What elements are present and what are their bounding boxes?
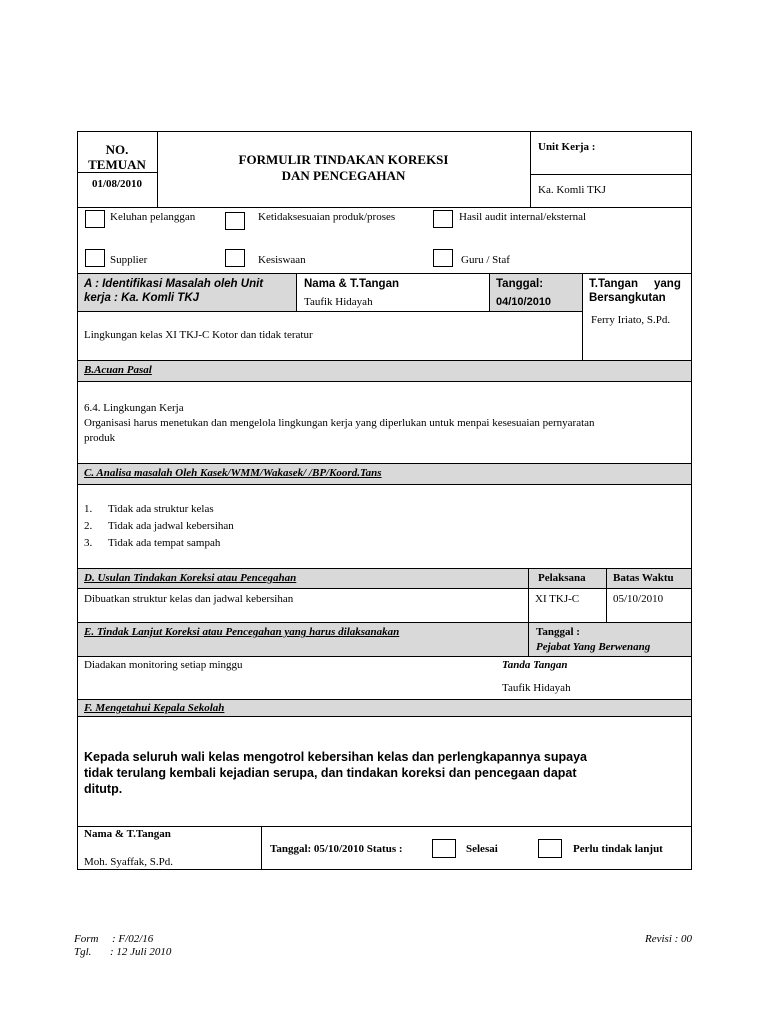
section-d-top: [77, 568, 692, 569]
form-title: FORMULIR TINDAKAN KOREKSI: [238, 152, 449, 167]
footer-tgl-value: : 12 Juli 2010: [110, 946, 172, 958]
pelaksana-value: XI TKJ-C: [535, 593, 580, 605]
checkbox-kesiswaan[interactable]: [225, 249, 245, 267]
checkbox-perlu-tindak-lanjut[interactable]: [538, 839, 562, 858]
no-temuan-label: NO.: [105, 142, 129, 157]
section-a-label: A : Identifikasi Masalah oleh Unit: [84, 278, 264, 290]
section-f-statement-1: Kepada seluruh wali kelas mengotrol kebersihan kelas dan perlengkapannya supaya: [84, 750, 587, 764]
section-e-tanggal-label: Tanggal :: [536, 626, 580, 638]
label-kesiswaan: Kesiswaan: [258, 254, 306, 266]
nama-value: Taufik Hidayah: [304, 296, 373, 308]
checkbox-hasil-audit[interactable]: [433, 210, 453, 228]
section-a-label-2: kerja : Ka. Komli TKJ: [84, 292, 200, 304]
checkbox-guru-staf[interactable]: [433, 249, 453, 267]
unit-kerja-label: Unit Kerja :: [538, 141, 596, 153]
list-item-num: 2.: [84, 520, 93, 532]
section-b-label: B.Acuan Pasal: [84, 364, 152, 376]
section-e-header-bottom: [77, 656, 692, 657]
selesai-label: Selesai: [466, 843, 498, 855]
ttd-value: Ferry Iriato, S.Pd.: [591, 314, 671, 326]
ttd-label-2: Bersangkutan: [589, 292, 666, 304]
list-item-num: 3.: [84, 537, 93, 549]
list-item: Tidak ada tempat sampah: [108, 537, 221, 549]
tanggal-label: Tanggal:: [496, 278, 544, 290]
section-b-line1: 6.4. Lingkungan Kerja: [84, 402, 184, 414]
footer-form-value: : F/02/16: [112, 933, 154, 945]
section-a-div2: [489, 273, 490, 311]
label-supplier: Supplier: [110, 254, 148, 266]
no-temuan-date: 01/08/2010: [91, 178, 143, 190]
no-temuan-label-2: TEMUAN: [88, 157, 146, 172]
nama-label: Nama & T.Tangan: [304, 278, 399, 290]
section-e-label: E. Tindak Lanjut Koreksi atau Pencegahan yang harus dilaksanakan: [84, 626, 400, 638]
checkbox-keluhan-pelanggan[interactable]: [85, 210, 105, 228]
tanda-tangan-label: Tanda Tangan: [502, 659, 568, 671]
signature-row-div: [261, 826, 262, 870]
section-d-label: D. Usulan Tindakan Koreksi atau Pencegahan: [84, 572, 297, 584]
footer-revisi: Revisi : 00: [645, 933, 693, 945]
footer-form-label: Form: [74, 933, 99, 945]
list-item: Tidak ada jadwal kebersihan: [108, 520, 234, 532]
tanda-tangan-value: Taufik Hidayah: [502, 682, 571, 694]
section-f-top: [77, 699, 692, 700]
list-item-num: 1.: [84, 503, 93, 515]
checkbox-ketidaksesuaian[interactable]: [225, 212, 245, 230]
list-item: Tidak ada struktur kelas: [108, 503, 214, 515]
section-f-statement-2: tidak terulang kembali kejadian serupa, dan tindakan koreksi dan pencegaan dapat: [84, 766, 577, 780]
batas-waktu-label: Batas Waktu: [613, 572, 674, 584]
section-f-statement-3: ditutp.: [84, 782, 123, 796]
section-f-label: F. Mengetahui Kepala Sekolah: [84, 702, 225, 714]
section-d-div1: [528, 568, 529, 622]
kepsek-nama-value: Moh. Syaffak, S.Pd.: [84, 856, 174, 868]
checkbox-supplier[interactable]: [85, 249, 105, 267]
section-b-line3: produk: [84, 432, 116, 444]
label-guru-staf: Guru / Staf: [461, 254, 510, 266]
unit-kerja-value: Ka. Komli TKJ: [538, 184, 606, 196]
section-b-line2: Organisasi harus menetukan dan mengelola lingkungan kerja yang diperlukan untuk menpai kesesuaian pernyaratan: [84, 417, 595, 429]
section-e-div: [528, 622, 529, 656]
batas-waktu-value: 05/10/2010: [613, 593, 664, 605]
usulan-text: Dibuatkan struktur kelas dan jadwal kebersihan: [84, 593, 294, 605]
kepsek-nama-label: Nama & T.Tangan: [84, 828, 171, 840]
section-c-header-bottom: [77, 484, 692, 485]
section-b-shading: [78, 361, 691, 381]
checkbox-selesai[interactable]: [432, 839, 456, 858]
pelaksana-label: Pelaksana: [538, 572, 586, 584]
header-bottom: [77, 207, 692, 208]
perlu-tindak-lanjut-label: Perlu tindak lanjut: [573, 843, 663, 855]
section-d-div2: [606, 568, 607, 622]
section-a-mid: [77, 311, 582, 312]
header-divider-right: [530, 131, 531, 208]
masalah-text: Lingkungan kelas XI TKJ-C Kotor dan tidak teratur: [84, 329, 313, 341]
label-ketidaksesuaian: Ketidaksesuaian produk/proses: [258, 211, 396, 223]
ttd-label: T.Tangan: [589, 278, 638, 290]
footer-tgl-label: Tgl.: [74, 946, 92, 958]
section-a-div3: [582, 273, 583, 360]
section-c-label: C. Analisa masalah Oleh Kasek/WMM/Wakasek/ /BP/Koord.Tans: [84, 467, 382, 479]
pejabat-label: Pejabat Yang Berwenang: [536, 641, 651, 653]
tindak-lanjut-text: Diadakan monitoring setiap minggu: [84, 659, 243, 671]
section-c-top: [77, 463, 692, 464]
section-b-top: [77, 360, 692, 361]
tanggal-status-label: Tanggal: 05/10/2010 Status :: [270, 843, 403, 855]
signature-row-top: [77, 826, 692, 827]
section-b-header-bottom: [77, 381, 692, 382]
section-a-div1: [296, 273, 297, 311]
ttd-label-yang: yang: [654, 278, 681, 290]
label-hasil-audit: Hasil audit internal/eksternal: [459, 211, 587, 223]
unit-kerja-divider: [530, 174, 692, 175]
section-a-top: [77, 273, 692, 274]
section-e-top: [77, 622, 692, 623]
label-keluhan-pelanggan: Keluhan pelanggan: [110, 211, 196, 223]
section-f-header-bottom: [77, 716, 692, 717]
tanggal-value: 04/10/2010: [496, 296, 552, 308]
section-d-header-bottom: [77, 588, 692, 589]
form-title-2: DAN PENCEGAHAN: [281, 168, 406, 183]
